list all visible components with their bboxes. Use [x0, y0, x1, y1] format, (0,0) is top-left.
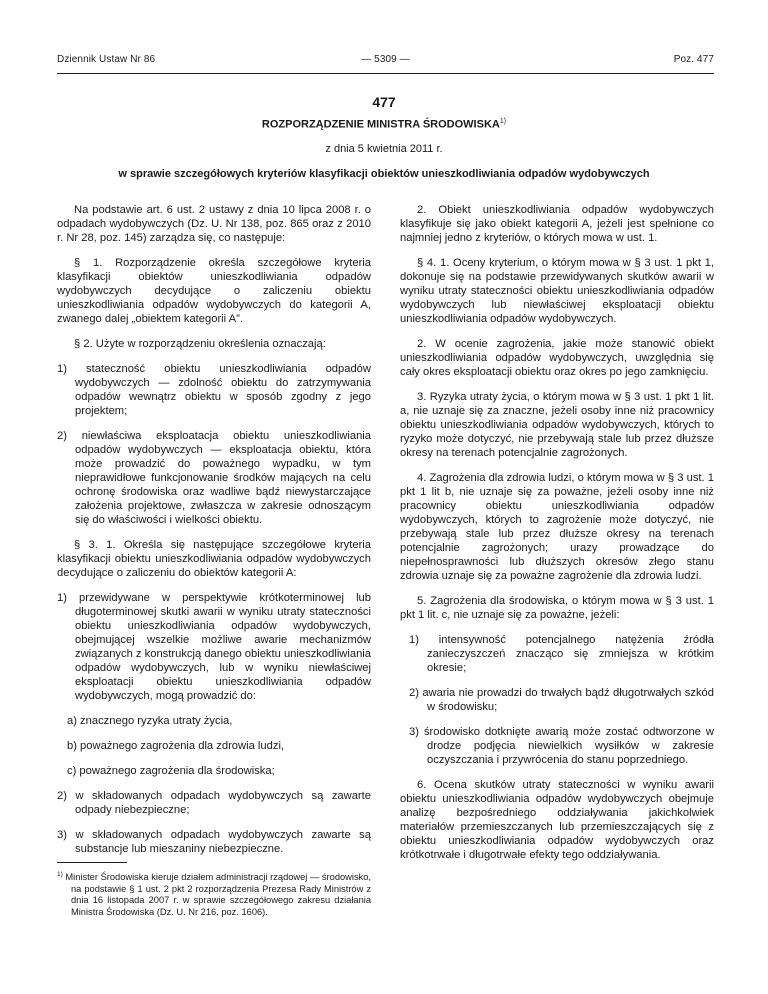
footnote-mark: 1) — [57, 871, 63, 878]
section-1: § 1. Rozporządzenie określa szczegółowe kryteria klasyfikacji obiektów unieszkodliwiania odpadów wydobywczych decydujące o zaliczeniu obiektu unieszkodliwiania odpadów wydobywczych do kategorii A, zwanego dalej „obiektem kategorii A”. — [57, 257, 371, 325]
section-3-item-1b: b) poważnego zagrożenia dla zdrowia ludzi, — [67, 740, 285, 752]
section-3-para-2: 2. Obiekt unieszkodliwiania odpadów wydobywczych klasyfikuje się jako obiekt kategorii A, jeżeli jest spełnione co najmniej jedno z kryteriów, o których mowa w ust. 1. — [400, 204, 714, 244]
section-4-para-5-item-1: 1) intensywność potencjalnego natężenia źródła zanieczyszczeń znacząco się zmniejsza w krótkim okresie; — [409, 634, 714, 674]
section-4-para-2: 2. W ocenie zagrożenia, jakie może stanowić obiekt unieszkodliwiania odpadów wydobywczych, uwzględnia się cały okres eksploatacji obiektu oraz okres po jego zamknięciu. — [400, 338, 714, 378]
document-subject: w sprawie szczegółowych kryteriów klasyfikacji obiektów unieszkodliwiania odpadów wydobywczych — [118, 168, 650, 180]
section-4-para-5-item-2: 2) awaria nie prowadzi do trwałych bądź długotrwałych szkód w środowisku; — [409, 687, 714, 713]
position-number: Poz. 477 — [673, 54, 714, 65]
section-3-item-3: 3) w składowanych odpadach wydobywczych zawarte są substancje lub mieszaniny niebezpieczne. — [57, 829, 371, 855]
footnote — [57, 869, 371, 918]
title-footnote-mark[interactable]: 1) — [499, 118, 507, 125]
section-2-item-1: 1) stateczność obiektu unieszkodliwiania odpadów wydobywczych — zdolność obiektu do zatrzymywania odpadów wewnątrz obiektu w sposób zgodny z jego projektem; — [57, 363, 371, 417]
left-column — [57, 203, 371, 929]
title-text: ROZPORZĄDZENIE MINISTRA ŚRODOWISKA — [261, 118, 500, 131]
section-4-para-5: 5. Zagrożenia dla środowiska, o którym mowa w § 3 ust. 1 pkt 1 lit. c, nie uznaje się za poważne, jeżeli: — [400, 595, 714, 621]
section-3: § 3. 1. Określa się następujące szczegółowe kryteria klasyfikacji obiektu unieszkodliwiania odpadów wydobywczych decydujące o zaliczeniu do obiektów kategorii A: — [57, 539, 371, 579]
header-rule — [57, 73, 714, 74]
section-2-item-2: 2) niewłaściwa eksploatacja obiektu unieszkodliwiania odpadów wydobywczych — eksploatacja obiektu, która może prowadzić do poważnego wypadku, w tym nieprawidłowe funkcjonowanie środków mających na celu ochronę środowiska oraz wadliwe bądź niewystarczające założenia projektowe, zwłaszcza w zakresie odnoszącym się do właściwości i wielkości obiektu. — [57, 430, 371, 526]
document-date: z dnia 5 kwietnia 2011 r. — [325, 143, 443, 155]
footnote-text: Minister Środowiska kieruje działem administracji rządowej — środowisko, na podstawie § 1 ust. 2 pkt 2 rozporządzenia Prezesa Rady Ministrów z dnia 16 listopada 2007 r. w sprawie szczegółowego zakresu działania Ministra Środowiska (Dz. U. Nr 216, poz. 1606). — [65, 872, 371, 917]
section-3-item-1a: a) znacznego ryzyka utraty życia, — [67, 715, 233, 727]
document-title — [0, 118, 768, 131]
section-3-item-1c: c) poważnego zagrożenia dla środowiska; — [67, 765, 275, 777]
page-header — [57, 54, 714, 68]
section-3-item-1: 1) przewidywane w perspektywie krótkoterminowej lub długoterminowej skutki awarii w wyniku utraty stateczności obiektu unieszkodliwiania odpadów wydobywczych, obejmującej wszelkie możliwe awarie mechanizmów związanych z konstrukcją danego obiektu unieszkodliwiania odpadów wydobywczych, lub w wyniku niewłaściwej eksploatacji obiektu unieszkodliwiania odpadów wydobywczych, mogą prowadzić do: — [57, 592, 372, 702]
intro-paragraph: Na podstawie art. 6 ust. 2 ustawy z dnia 10 lipca 2008 r. o odpadach wydobywczych (Dz. U. Nr 138, poz. 865 oraz z 2010 r. Nr 28, poz. 145) zarządza się, co następuje: — [57, 204, 371, 244]
section-4-para-1: § 4. 1. Oceny kryterium, o którym mowa w § 3 ust. 1 pkt 1, dokonuje się na podstawie przewidywanych skutków awarii w wyniku utraty stateczności obiektu unieszkodliwiania odpadów wydobywczych lub niewłaściwej eksploatacji obiektu unieszkodliwiania odpadów wydobywczych. — [400, 257, 714, 325]
section-2: § 2. Użyte w rozporządzeniu określenia oznaczają: — [74, 338, 326, 350]
journal-name: Dziennik Ustaw Nr 86 — [57, 54, 156, 65]
section-4-para-6: 6. Ocena skutków utraty stateczności w wyniku awarii obiektu unieszkodliwiania odpadów wydobywczych obejmuje analizę bezpośredniego oddziaływania jakichkolwiek materiałów przemieszczanych lub przemieszczających się z obiektu unieszkodliwiania odpadów wydobywczych oraz krótkotrwałe i długotrwałe efekty tego oddziaływania. — [400, 779, 714, 861]
right-column — [400, 203, 714, 873]
document-number: 477 — [372, 94, 396, 110]
section-4-para-5-item-3: 3) środowisko dotknięte awarią może zostać odtworzone w drodze podjęcia niewielkich wysiłków w zakresie oczyszczania i przywrócenia do stanu poprzedniego. — [409, 726, 714, 766]
page-number: — 5309 — — [361, 54, 410, 65]
section-3-item-2: 2) w składowanych odpadach wydobywczych są zawarte odpady niebezpieczne; — [57, 790, 371, 816]
section-4-para-4: 4. Zagrożenia dla zdrowia ludzi, o którym mowa w § 3 ust. 1 pkt 1 lit b, nie uznaje się za poważne, jeżeli osoby inne niż pracownicy obiektu unieszkodliwiania odpadów wydobywczych, których to zagrożenie może dotyczyć, nie przebywają stale lub przez dłuższe okresy na terenach potencjalnie zagrożonych; urazy prowadzące do niepełnosprawności lub dłuższych okresów złego stanu zdrowia uznaje się za poważne zagrożenie dla zdrowia ludzi. — [400, 472, 714, 582]
section-4-para-3: 3. Ryzyka utraty życia, o którym mowa w § 3 ust. 1 pkt 1 lit. a, nie uznaje się za znaczne, jeżeli osoby inne niż pracownicy obiektu unieszkodliwiania odpadów wydobywczych, których to ryzyko może dotyczyć, nie przebywają stale lub przez dłuższe okresy na terenach potencjalnie zagrożonych. — [400, 391, 714, 459]
footnote-rule — [57, 862, 127, 863]
